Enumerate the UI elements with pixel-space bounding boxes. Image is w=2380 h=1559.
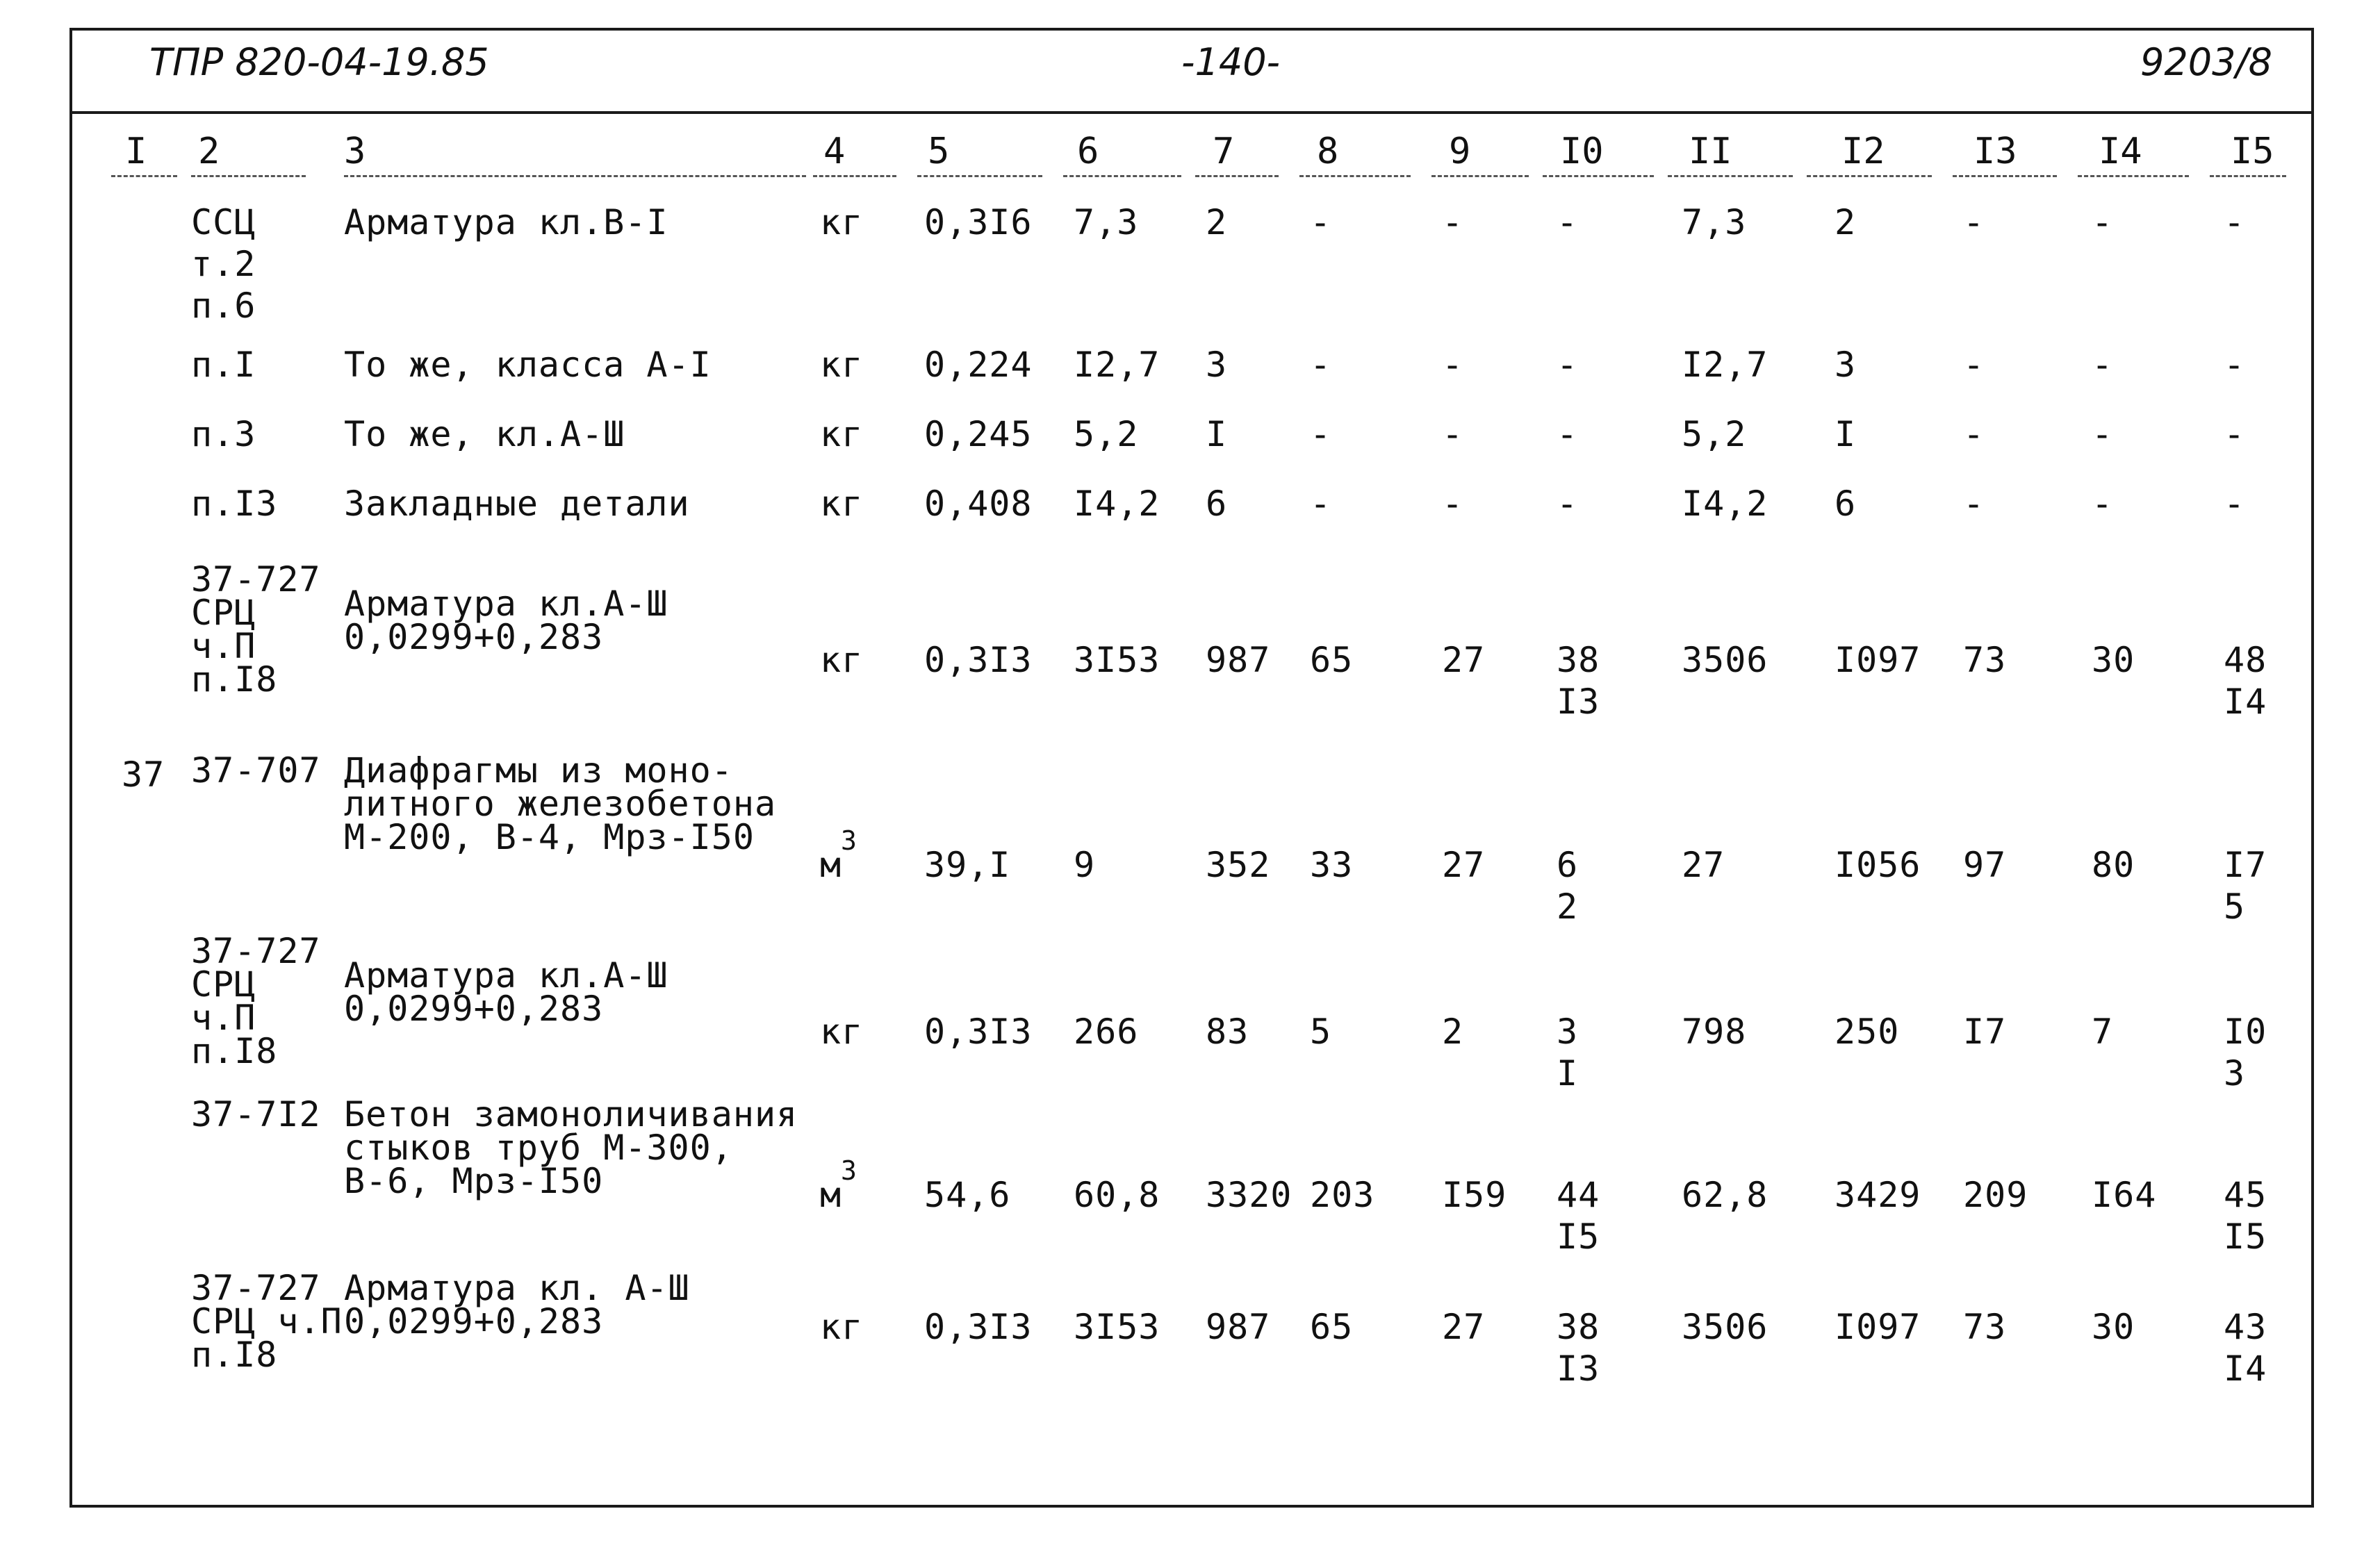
column-number: 5	[928, 131, 950, 172]
value-col-8: -	[1310, 414, 1332, 454]
value-col-13: -	[1963, 202, 1985, 242]
value-col-8: -	[1310, 345, 1332, 385]
column-number: I5	[2231, 131, 2274, 172]
quantity: 3I53	[1074, 1307, 1160, 1347]
quantity: 3I53	[1074, 640, 1160, 680]
header-divider	[69, 111, 2314, 114]
page-number: -140-	[1181, 40, 1281, 84]
unit: кг	[820, 484, 864, 524]
value-col-15: I7 5	[2224, 845, 2267, 927]
value-col-7: 987	[1206, 640, 1271, 680]
column-number: 2	[198, 131, 220, 172]
document-code: ТПР 820-04-19.85	[149, 40, 489, 84]
value-col-12: I097	[1835, 640, 1921, 680]
value-col-14: -	[2092, 414, 2114, 454]
value-col-13: 73	[1963, 1307, 2007, 1347]
value-col-11: 62,8	[1682, 1175, 1768, 1215]
value-col-15: -	[2224, 414, 2246, 454]
value-col-15: -	[2224, 345, 2246, 385]
unit-weight: 0,3I3	[924, 640, 1033, 680]
quantity: I4,2	[1074, 484, 1160, 524]
column-number: 3	[344, 131, 366, 172]
column-number-underline	[2078, 175, 2189, 177]
value-col-7: 83	[1206, 1012, 1249, 1052]
value-col-15: 45 I5	[2224, 1175, 2267, 1257]
value-col-7: 3320	[1206, 1175, 1292, 1215]
unit-weight: 0,3I6	[924, 202, 1033, 242]
value-col-10: -	[1557, 484, 1579, 524]
value-col-9: 27	[1442, 640, 1486, 680]
column-number-underline	[2210, 175, 2286, 177]
work-description: Арматура кл. А-Ш 0,0299+0,283	[344, 1268, 690, 1342]
quantity: 266	[1074, 1012, 1139, 1052]
value-col-11: 3506	[1682, 640, 1768, 680]
column-number-underline	[917, 175, 1042, 177]
value-col-11: 7,3	[1682, 202, 1747, 242]
value-col-8: -	[1310, 202, 1332, 242]
value-col-11: 798	[1682, 1012, 1747, 1052]
unit-weight: 0,224	[924, 345, 1033, 385]
value-col-12: I056	[1835, 845, 1921, 885]
value-col-7: 2	[1206, 202, 1228, 242]
unit: кг	[820, 345, 864, 385]
column-number-underline	[344, 175, 806, 177]
value-col-10: 6 2	[1557, 845, 1579, 927]
value-col-11: I4,2	[1682, 484, 1768, 524]
column-number: 8	[1317, 131, 1339, 172]
column-number-underline	[1431, 175, 1529, 177]
column-number-underline	[1299, 175, 1411, 177]
unit-weight: 39,I	[924, 845, 1011, 885]
quantity: 5,2	[1074, 414, 1139, 454]
column-number-underline	[813, 175, 896, 177]
work-description: То же, кл.А-Ш	[344, 414, 625, 454]
value-col-15: 43 I4	[2224, 1307, 2267, 1389]
unit: кг	[820, 640, 864, 680]
norm-reference: 37-7I2	[191, 1094, 321, 1135]
value-col-10: 3 I	[1557, 1012, 1579, 1094]
unit: кг	[820, 1307, 864, 1347]
column-number-underline	[191, 175, 306, 177]
column-number-underline	[1543, 175, 1654, 177]
column-number: 4	[823, 131, 846, 172]
column-number: I	[125, 131, 147, 172]
unit-superscript: 3	[841, 1155, 857, 1186]
value-col-10: -	[1557, 202, 1579, 242]
value-col-15: -	[2224, 484, 2246, 524]
value-col-7: 987	[1206, 1307, 1271, 1347]
value-col-8: 65	[1310, 1307, 1354, 1347]
value-col-10: 38 I3	[1557, 640, 1600, 722]
value-col-10: -	[1557, 414, 1579, 454]
value-col-13: 209	[1963, 1175, 2028, 1215]
value-col-7: I	[1206, 414, 1228, 454]
unit: кг	[820, 1012, 864, 1052]
value-col-15: 48 I4	[2224, 640, 2267, 722]
value-col-8: 33	[1310, 845, 1354, 885]
value-col-10: 38 I3	[1557, 1307, 1600, 1389]
unit-superscript: 3	[841, 825, 857, 856]
value-col-8: 5	[1310, 1012, 1332, 1052]
work-description: Арматура кл.В-I	[344, 202, 668, 242]
unit: м	[820, 845, 842, 885]
value-col-7: 352	[1206, 845, 1271, 885]
value-col-14: I64	[2092, 1175, 2157, 1215]
norm-reference: п.I	[191, 345, 256, 385]
unit-weight: 0,245	[924, 414, 1033, 454]
column-number-underline	[1668, 175, 1793, 177]
column-number-underline	[111, 175, 177, 177]
column-number: 9	[1449, 131, 1471, 172]
value-col-9: -	[1442, 345, 1464, 385]
value-col-7: 6	[1206, 484, 1228, 524]
value-col-9: 27	[1442, 1307, 1486, 1347]
value-col-14: -	[2092, 202, 2114, 242]
sheet-reference: 9203/8	[2140, 40, 2272, 84]
value-col-14: -	[2092, 484, 2114, 524]
value-col-11: 3506	[1682, 1307, 1768, 1347]
value-col-8: -	[1310, 484, 1332, 524]
quantity: 9	[1074, 845, 1096, 885]
value-col-8: 65	[1310, 640, 1354, 680]
quantity: 60,8	[1074, 1175, 1160, 1215]
value-col-12: I097	[1835, 1307, 1921, 1347]
value-col-13: -	[1963, 484, 1985, 524]
value-col-14: 30	[2092, 1307, 2135, 1347]
value-col-13: -	[1963, 414, 1985, 454]
value-col-7: 3	[1206, 345, 1228, 385]
value-col-13: I7	[1963, 1012, 2007, 1052]
value-col-12: 250	[1835, 1012, 1900, 1052]
value-col-11: 5,2	[1682, 414, 1747, 454]
value-col-11: I2,7	[1682, 345, 1768, 385]
column-number-underline	[1807, 175, 1932, 177]
value-col-10: 44 I5	[1557, 1175, 1600, 1257]
unit-weight: 54,6	[924, 1175, 1011, 1215]
value-col-9: I59	[1442, 1175, 1507, 1215]
column-number: I2	[1841, 131, 1885, 172]
value-col-10: -	[1557, 345, 1579, 385]
column-number: 6	[1077, 131, 1099, 172]
norm-reference: 37-727 СРЦ ч.П п.I8	[191, 559, 321, 700]
column-number: II	[1689, 131, 1732, 172]
unit-weight: 0,408	[924, 484, 1033, 524]
work-description: То же, класса А-I	[344, 345, 712, 385]
value-col-9: -	[1442, 484, 1464, 524]
value-col-9: -	[1442, 202, 1464, 242]
norm-reference: 37-707	[191, 750, 321, 791]
work-description: Арматура кл.А-Ш 0,0299+0,283	[344, 584, 668, 657]
row-number: 37	[122, 754, 165, 795]
norm-reference: п.3	[191, 414, 256, 454]
unit: кг	[820, 414, 864, 454]
unit-weight: 0,3I3	[924, 1012, 1033, 1052]
column-number: I0	[1560, 131, 1604, 172]
column-number-underline	[1195, 175, 1279, 177]
value-col-12: 3429	[1835, 1175, 1921, 1215]
unit: кг	[820, 202, 864, 242]
norm-reference: ССЦ т.2 п.6	[191, 202, 256, 326]
work-description: Закладные детали	[344, 484, 690, 524]
value-col-14: -	[2092, 345, 2114, 385]
value-col-13: 73	[1963, 640, 2007, 680]
work-description: Бетон замоноличивания стыков труб М-300, В-6, Мрз-I50	[344, 1094, 798, 1201]
value-col-15: I0 3	[2224, 1012, 2267, 1094]
value-col-12: 3	[1835, 345, 1857, 385]
column-number-underline	[1063, 175, 1181, 177]
work-description: Диафрагмы из моно- литного железобетона М-200, В-4, Мрз-I50	[344, 750, 777, 857]
norm-reference: 37-727 СРЦ ч.П п.I8	[191, 931, 321, 1071]
value-col-12: I	[1835, 414, 1857, 454]
norm-reference: 37-727 СРЦ ч.П п.I8	[191, 1268, 343, 1375]
value-col-9: 2	[1442, 1012, 1464, 1052]
value-col-13: 97	[1963, 845, 2007, 885]
value-col-8: 203	[1310, 1175, 1375, 1215]
unit: м	[820, 1175, 842, 1215]
value-col-14: 80	[2092, 845, 2135, 885]
value-col-12: 6	[1835, 484, 1857, 524]
quantity: I2,7	[1074, 345, 1160, 385]
column-number: I3	[1973, 131, 2017, 172]
column-number: 7	[1213, 131, 1235, 172]
column-number: I4	[2099, 131, 2142, 172]
column-number-underline	[1953, 175, 2057, 177]
value-col-13: -	[1963, 345, 1985, 385]
value-col-12: 2	[1835, 202, 1857, 242]
value-col-11: 27	[1682, 845, 1725, 885]
value-col-9: 27	[1442, 845, 1486, 885]
value-col-15: -	[2224, 202, 2246, 242]
norm-reference: п.I3	[191, 484, 278, 524]
unit-weight: 0,3I3	[924, 1307, 1033, 1347]
value-col-14: 30	[2092, 640, 2135, 680]
value-col-14: 7	[2092, 1012, 2114, 1052]
quantity: 7,3	[1074, 202, 1139, 242]
work-description: Арматура кл.А-Ш 0,0299+0,283	[344, 955, 668, 1029]
value-col-9: -	[1442, 414, 1464, 454]
